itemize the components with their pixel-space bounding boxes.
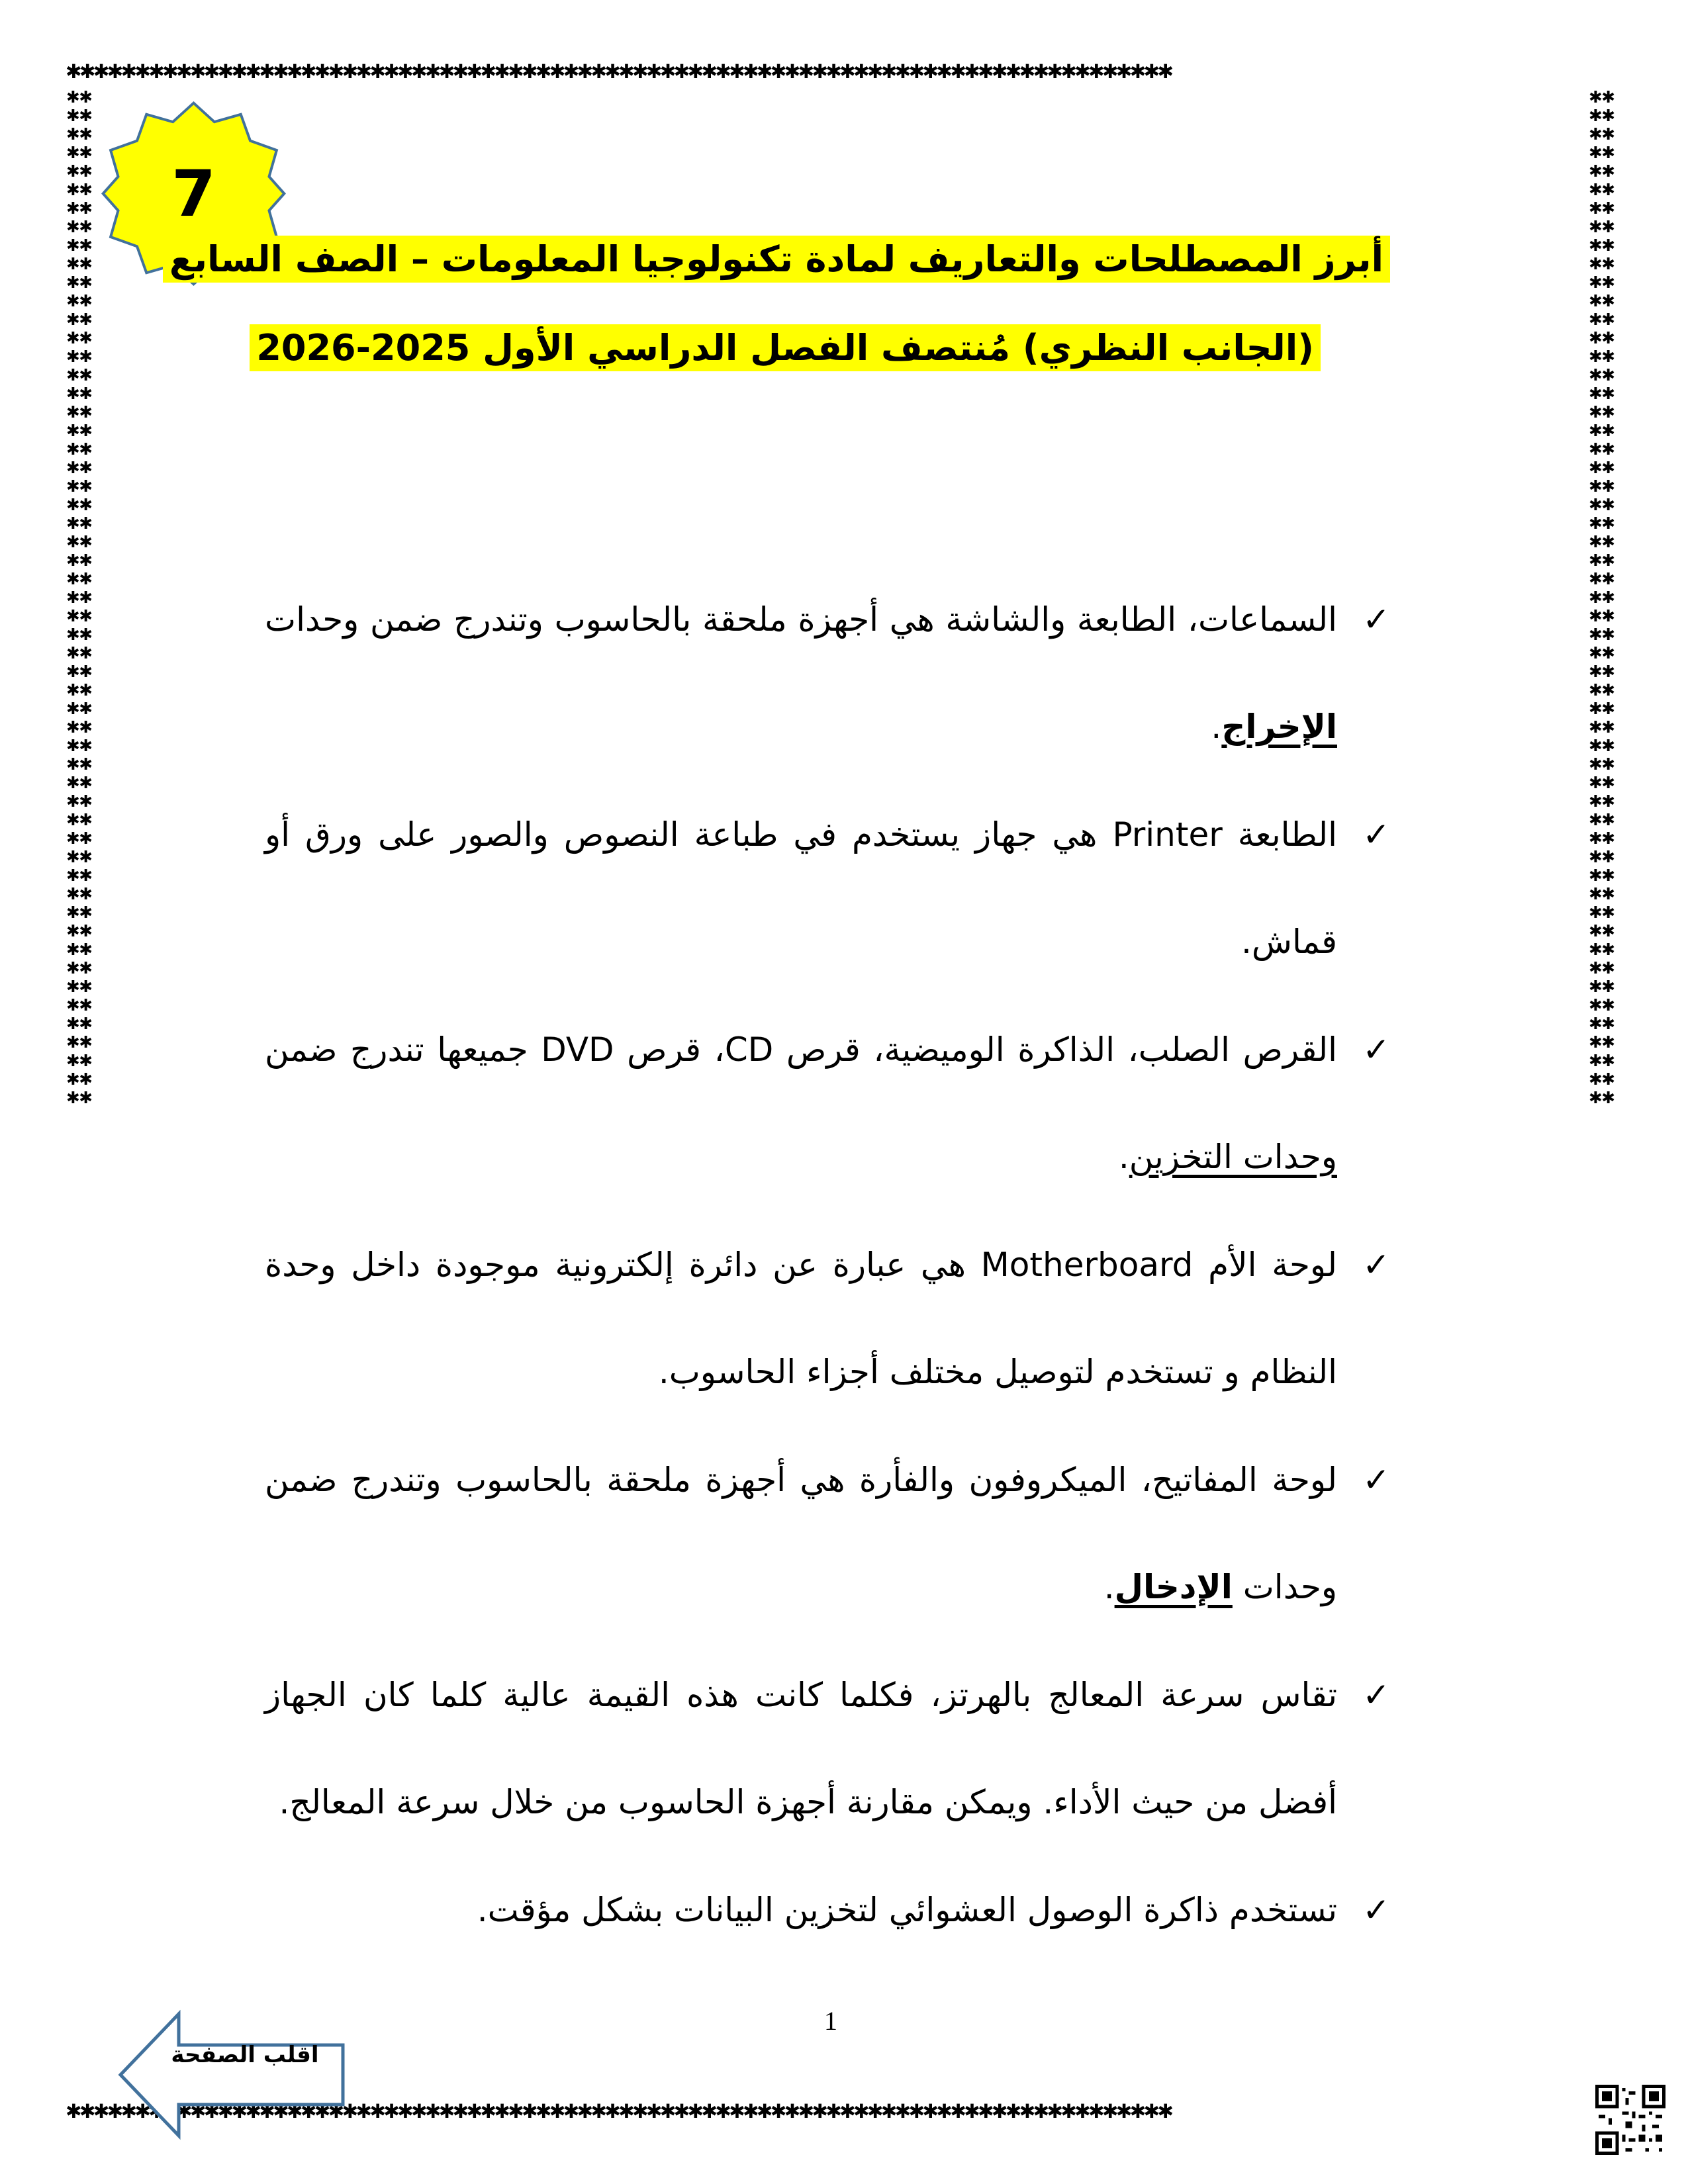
item-text: لوحة المفاتيح، الميكروفون والفأرة هي أجهزة ملحقة بالحاسوب وتندرج ضمن وحدات	[265, 1461, 1337, 1606]
page-subtitle	[250, 327, 1321, 369]
list-item	[265, 566, 1390, 780]
list-item	[265, 1211, 1390, 1426]
list-item	[265, 781, 1390, 995]
qr-code-icon	[1595, 2085, 1665, 2155]
page-border-top: ✱✱✱✱✱✱✱✱✱✱✱✱✱✱✱✱✱✱✱✱✱✱✱✱✱✱✱✱✱✱✱✱✱✱✱✱✱✱✱✱✱✱✱✱✱✱✱✱✱✱✱✱✱✱✱✱✱✱✱✱✱✱✱✱✱✱✱✱✱✱✱✱✱✱✱✱✱✱✱✱	[66, 57, 1172, 84]
page-title-line-1: أبرز المصطلحات والتعاريف لمادة تكنولوجيا المعلومات – الصف السابع	[163, 236, 1390, 283]
flip-page-button[interactable]: اقلب الصفحة	[171, 2042, 319, 2068]
checkmark-icon: ✓	[1362, 1461, 1390, 1499]
item-text: لوحة الأم	[1193, 1246, 1337, 1284]
item-tail: هي جهاز يستخدم في طباعة النصوص والصور على ورق أو قماش.	[265, 815, 1337, 961]
item-tail: هي عبارة عن دائرة إلكترونية موجودة داخل وحدة النظام و تستخدم لتوصيل مختلف أجزاء الحاسوب.	[265, 1246, 1337, 1391]
page-number: 1	[824, 2006, 837, 2036]
page-title-line-2: (الجانب النظري) مُنتصف الفصل الدراسي الأول 2025-2026	[250, 324, 1321, 371]
checkmark-icon: ✓	[1362, 600, 1390, 639]
checkmark-icon: ✓	[1362, 1891, 1390, 1929]
item-dvd: DVD	[541, 1030, 614, 1069]
checkmark-icon: ✓	[1362, 1030, 1390, 1069]
item-text: تستخدم ذاكرة الوصول العشوائي لتخزين البيانات بشكل مؤقت.	[477, 1891, 1337, 1929]
checkmark-icon: ✓	[1362, 1246, 1390, 1284]
page-title	[163, 238, 1390, 280]
item-text: الطابعة	[1222, 815, 1337, 854]
item-tail: .	[1103, 1568, 1115, 1606]
list-item	[265, 1641, 1390, 1856]
flip-page-arrow-icon[interactable]	[113, 2009, 351, 2141]
item-tail: .	[1118, 1138, 1129, 1176]
item-text-mid: ، قرص	[614, 1030, 725, 1069]
item-term: الإدخال	[1114, 1568, 1233, 1606]
checkmark-icon: ✓	[1362, 1676, 1390, 1714]
item-text: تقاس سرعة المعالج بالهرتز، فكلما كانت هذه القيمة عالية كلما كان الجهاز أفضل من حيث الأداء. ويمكن مقارنة أجهزة الحاسوب من خلال سرعة المعالج.	[265, 1676, 1337, 1821]
number-badge-value: 7	[171, 156, 216, 231]
list-item	[265, 996, 1390, 1210]
page-border-left: ✱✱✱✱✱✱✱✱✱✱✱✱✱✱✱✱✱✱✱✱✱✱✱✱✱✱✱✱✱✱✱✱✱✱✱✱✱✱✱✱✱✱✱✱✱✱✱✱✱✱✱✱✱✱✱✱✱✱✱✱✱✱✱✱✱✱✱✱✱✱✱✱✱✱✱✱✱✱✱✱✱✱✱✱✱✱✱✱✱✱✱✱✱✱✱✱✱✱✱✱✱✱✱✱✱✱✱✱✱✱	[66, 86, 93, 1109]
list-item	[265, 1426, 1390, 1641]
item-cd: CD	[724, 1030, 774, 1069]
item-term: الإخراج	[1221, 707, 1337, 746]
item-tail: .	[1211, 707, 1222, 746]
item-term-latin: Motherboard	[980, 1246, 1194, 1284]
item-term: وحدات التخزين	[1129, 1138, 1337, 1176]
checkmark-icon: ✓	[1362, 815, 1390, 854]
item-text: القرص الصلب، الذاكرة الوميضية، قرص	[773, 1030, 1337, 1069]
item-text: السماعات، الطابعة والشاشة هي أجهزة ملحقة بالحاسوب وتندرج ضمن وحدات	[265, 600, 1337, 639]
list-item	[265, 1856, 1390, 1964]
item-term-latin: Printer	[1112, 815, 1223, 854]
page-border-bottom: ✱✱✱✱✱✱✱✱✱✱✱✱✱✱✱✱✱✱✱✱✱✱✱✱✱✱✱✱✱✱✱✱✱✱✱✱✱✱✱✱✱✱✱✱✱✱✱✱✱✱✱✱✱✱✱✱✱✱✱✱✱✱✱✱✱✱✱✱✱✱✱✱✱✱✱✱✱✱✱✱	[66, 2097, 1172, 2124]
page-border-right: ✱✱✱✱✱✱✱✱✱✱✱✱✱✱✱✱✱✱✱✱✱✱✱✱✱✱✱✱✱✱✱✱✱✱✱✱✱✱✱✱✱✱✱✱✱✱✱✱✱✱✱✱✱✱✱✱✱✱✱✱✱✱✱✱✱✱✱✱✱✱✱✱✱✱✱✱✱✱✱✱✱✱✱✱✱✱✱✱✱✱✱✱✱✱✱✱✱✱✱✱✱✱✱✱✱✱✱✱✱✱	[1589, 86, 1615, 1109]
item-text-mid2: جميعها تندرج ضمن	[265, 1030, 541, 1069]
